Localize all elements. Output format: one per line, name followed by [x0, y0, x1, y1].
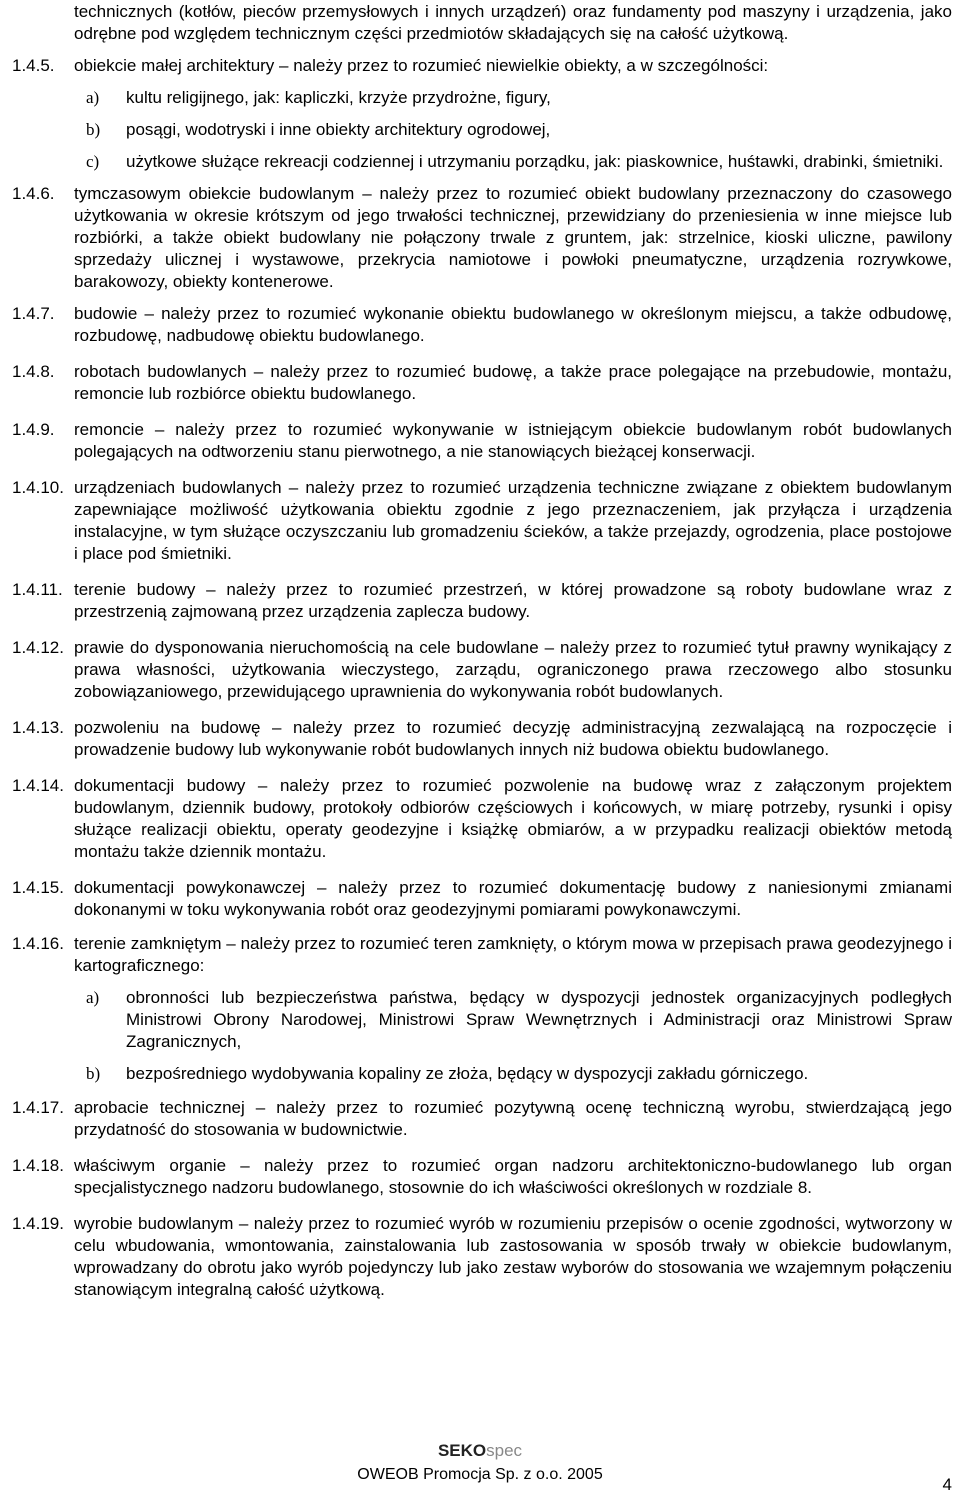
item-text: właściwym organie – należy przez to rozumieć organ nadzoru architektoniczno-budowlanego lub organ specjalistycznego nadzoru budowlanego, stosownie do ich właściwości określonych w rozdziale 8.	[74, 1156, 952, 1197]
sub-item	[74, 1063, 952, 1085]
item-number: 1.4.6.	[12, 184, 55, 203]
item-body	[74, 877, 952, 921]
item-number: 1.4.10.	[12, 478, 64, 497]
intro-text: technicznych (kotłów, pieców przemysłowych i innych urządzeń) oraz fundamenty pod maszyny i urządzenia, jako odrębne pod względem technicznym części przedmiotów składających się na całość użytkową.	[74, 2, 952, 43]
item-text: terenie zamkniętym – należy przez to rozumieć teren zamknięty, o którym mowa w przepisach prawa geodezyjnego i kartograficznego:	[74, 934, 952, 975]
definition-item	[12, 877, 952, 921]
item-body	[74, 1213, 952, 1301]
definition-item	[12, 183, 952, 293]
item-text: pozwoleniu na budowę – należy przez to rozumieć decyzję administracyjną zezwalającą na rozpoczęcie i prowadzenie budowy lub wykonywanie robót budowlanych innych niż budowa obiektu budowlanego.	[74, 718, 952, 759]
item-number: 1.4.11.	[12, 580, 63, 599]
item-body	[74, 303, 952, 347]
item-body	[74, 933, 952, 1085]
item-number: 1.4.18.	[12, 1156, 64, 1175]
sub-item-letter: b)	[86, 1064, 101, 1083]
item-body	[74, 477, 952, 565]
item-body	[74, 183, 952, 293]
item-body	[74, 1097, 952, 1141]
sub-item-letter: a)	[86, 988, 100, 1007]
item-number: 1.4.9.	[12, 420, 55, 439]
definition-item	[12, 637, 952, 703]
item-number: 1.4.15.	[12, 878, 64, 897]
sub-item-text: bezpośredniego wydobywania kopaliny ze złoża, będący w dyspozycji zakładu górniczego.	[126, 1064, 809, 1083]
item-body	[74, 637, 952, 703]
sub-item-text: kultu religijnego, jak: kapliczki, krzyże przydrożne, figury,	[126, 88, 551, 107]
item-text: remoncie – należy przez to rozumieć wykonywanie w istniejącym obiekcie budowlanym robót budowlanych polegających na odtworzeniu stanu pierwotnego, a nie stanowiących bieżącej konserwacji.	[74, 420, 952, 461]
brand-seko: SEKO	[437, 1441, 487, 1460]
item-body	[74, 419, 952, 463]
item-text: budowie – należy przez to rozumieć wykonanie obiektu budowlanego w określonym miejscu, a także odbudowę, rozbudowę, nadbudowę obiektu budowlanego.	[74, 304, 952, 345]
item-body	[74, 1155, 952, 1199]
sub-item-text: użytkowe służące rekreacji codziennej i utrzymaniu porządku, jak: piaskownice, huśtawki, drabinki, śmietniki.	[126, 152, 944, 171]
item-text: dokumentacji powykonawczej – należy przez to rozumieć dokumentację budowy z naniesionymi zmianami dokonanymi w toku wykonywania robót oraz geodezyjnymi pomiarami powykonawczymi.	[74, 878, 952, 919]
item-text: tymczasowym obiekcie budowlanym – należy przez to rozumieć obiekt budowlany przeznaczony do czasowego użytkowania w okresie krótszym od jego trwałości technicznej, przewidziany do przeniesienia w inne miejsce lub rozbiórki, a także obiekt budowlany nie połączony trwale z gruntem, jak: strzelnice, kioski uliczne, pawilony sprzedaży ulicznej i wystawowe, przekrycia namiotowe i powłoki pneumatyczne, urządzenia rozrywkowe, barakowozy, obiekty kontenerowe.	[74, 184, 952, 291]
sub-item	[74, 87, 952, 109]
item-text: aprobacie technicznej – należy przez to rozumieć pozytywną ocenę techniczną wyrobu, stwierdzającą jego przydatność do stosowania w budownictwie.	[74, 1098, 952, 1139]
definition-item	[12, 303, 952, 347]
definition-item	[12, 1213, 952, 1301]
sub-item-text: posągi, wodotryski i inne obiekty architektury ogrodowej,	[126, 120, 551, 139]
definition-item	[12, 1097, 952, 1141]
sub-item	[74, 151, 952, 173]
item-number: 1.4.19.	[12, 1214, 64, 1233]
brand-spec: spec	[486, 1441, 523, 1460]
item-text: urządzeniach budowlanych – należy przez to rozumieć urządzenia techniczne związane z obiektem budowlanym zapewniające możliwość użytkowania obiektu zgodnie z jego przeznaczeniem, jak przyłącza i urządzenia instalacyjne, w tym służące oczyszczaniu lub gromadzeniu ścieków, a także przejazdy, ogrodzenia, place postojowe i place pod śmietniki.	[74, 478, 952, 563]
item-number: 1.4.8.	[12, 362, 55, 381]
footer-brand	[0, 1440, 960, 1462]
definition-item	[12, 933, 952, 1085]
definition-item	[12, 579, 952, 623]
item-text: obiekcie małej architektury – należy przez to rozumieć niewielkie obiekty, a w szczególności:	[74, 56, 769, 75]
item-body	[74, 579, 952, 623]
item-text: dokumentacji budowy – należy przez to rozumieć pozwolenie na budowę wraz z załączonym projektem budowlanym, dziennik budowy, protokoły odbiorów częściowych i końcowych, w miarę potrzeby, rysunki i opisy służące realizacji obiektu, operaty geodezyjne i książkę obmiarów, a w przypadku realizacji obiektów metodą montażu także dziennik montażu.	[74, 776, 952, 861]
definition-item	[12, 477, 952, 565]
item-text: robotach budowlanych – należy przez to rozumieć budowę, a także prace polegające na przebudowie, montażu, remoncie lub rozbiórce obiektu budowlanego.	[74, 362, 952, 403]
sub-item	[74, 987, 952, 1053]
item-number: 1.4.12.	[12, 638, 64, 657]
definition-item	[12, 361, 952, 405]
sub-item-text: obronności lub bezpieczeństwa państwa, będący w dyspozycji jednostek organizacyjnych podległych Ministrowi Obrony Narodowej, Ministrowi Spraw Wewnętrznych i Administracji oraz Ministrowi Spraw Zagranicznych,	[126, 988, 952, 1051]
item-body	[74, 775, 952, 863]
item-body	[74, 55, 952, 173]
sub-item-letter: a)	[86, 88, 100, 107]
footer-org: OWEOB Promocja Sp. z o.o. 2005	[357, 1466, 603, 1483]
item-number: 1.4.5.	[12, 56, 55, 75]
definition-item	[12, 419, 952, 463]
item-number: 1.4.16.	[12, 934, 64, 953]
sub-item-letter: c)	[86, 152, 100, 171]
item-body	[74, 361, 952, 405]
item-text: prawie do dysponowania nieruchomością na cele budowlane – należy przez to rozumieć tytuł prawny wynikający z prawa własności, użytkowania wieczystego, zarządu, ograniczonego prawa rzeczowego albo stosunku zobowiązaniowego, przewidującego uprawnienia do wykonywania robót budowlanych.	[74, 638, 952, 701]
item-number: 1.4.7.	[12, 304, 55, 323]
item-text: wyrobie budowlanym – należy przez to rozumieć wyrób w rozumieniu przepisów o ocenie zgodności, wytworzony w celu wbudowania, wmontowania, zainstalowania lub zastosowania w sposób trwały w obiekcie budowlanym, wprowadzany do obrotu jako wyrób pojedynczy lub jako zestaw wyborów do stosowania we wzajemnym połączeniu stanowiącym integralną całość użytkową.	[74, 1214, 952, 1299]
item-number: 1.4.17.	[12, 1098, 64, 1117]
definition-item	[12, 1155, 952, 1199]
definitions-list	[12, 55, 952, 1301]
item-number: 1.4.13.	[12, 718, 64, 737]
sub-item	[74, 119, 952, 141]
definition-item	[12, 775, 952, 863]
intro-paragraph	[12, 1, 952, 45]
page-number: 4	[942, 1475, 952, 1494]
document-page	[12, 1, 952, 1301]
definition-item	[12, 55, 952, 173]
item-number: 1.4.14.	[12, 776, 64, 795]
item-body	[74, 717, 952, 761]
sub-item-letter: b)	[86, 120, 101, 139]
item-text: terenie budowy – należy przez to rozumieć przestrzeń, w której prowadzone są roboty budowlane wraz z przestrzenią zajmowaną przez urządzenia zaplecza budowy.	[74, 580, 952, 621]
definition-item	[12, 717, 952, 761]
